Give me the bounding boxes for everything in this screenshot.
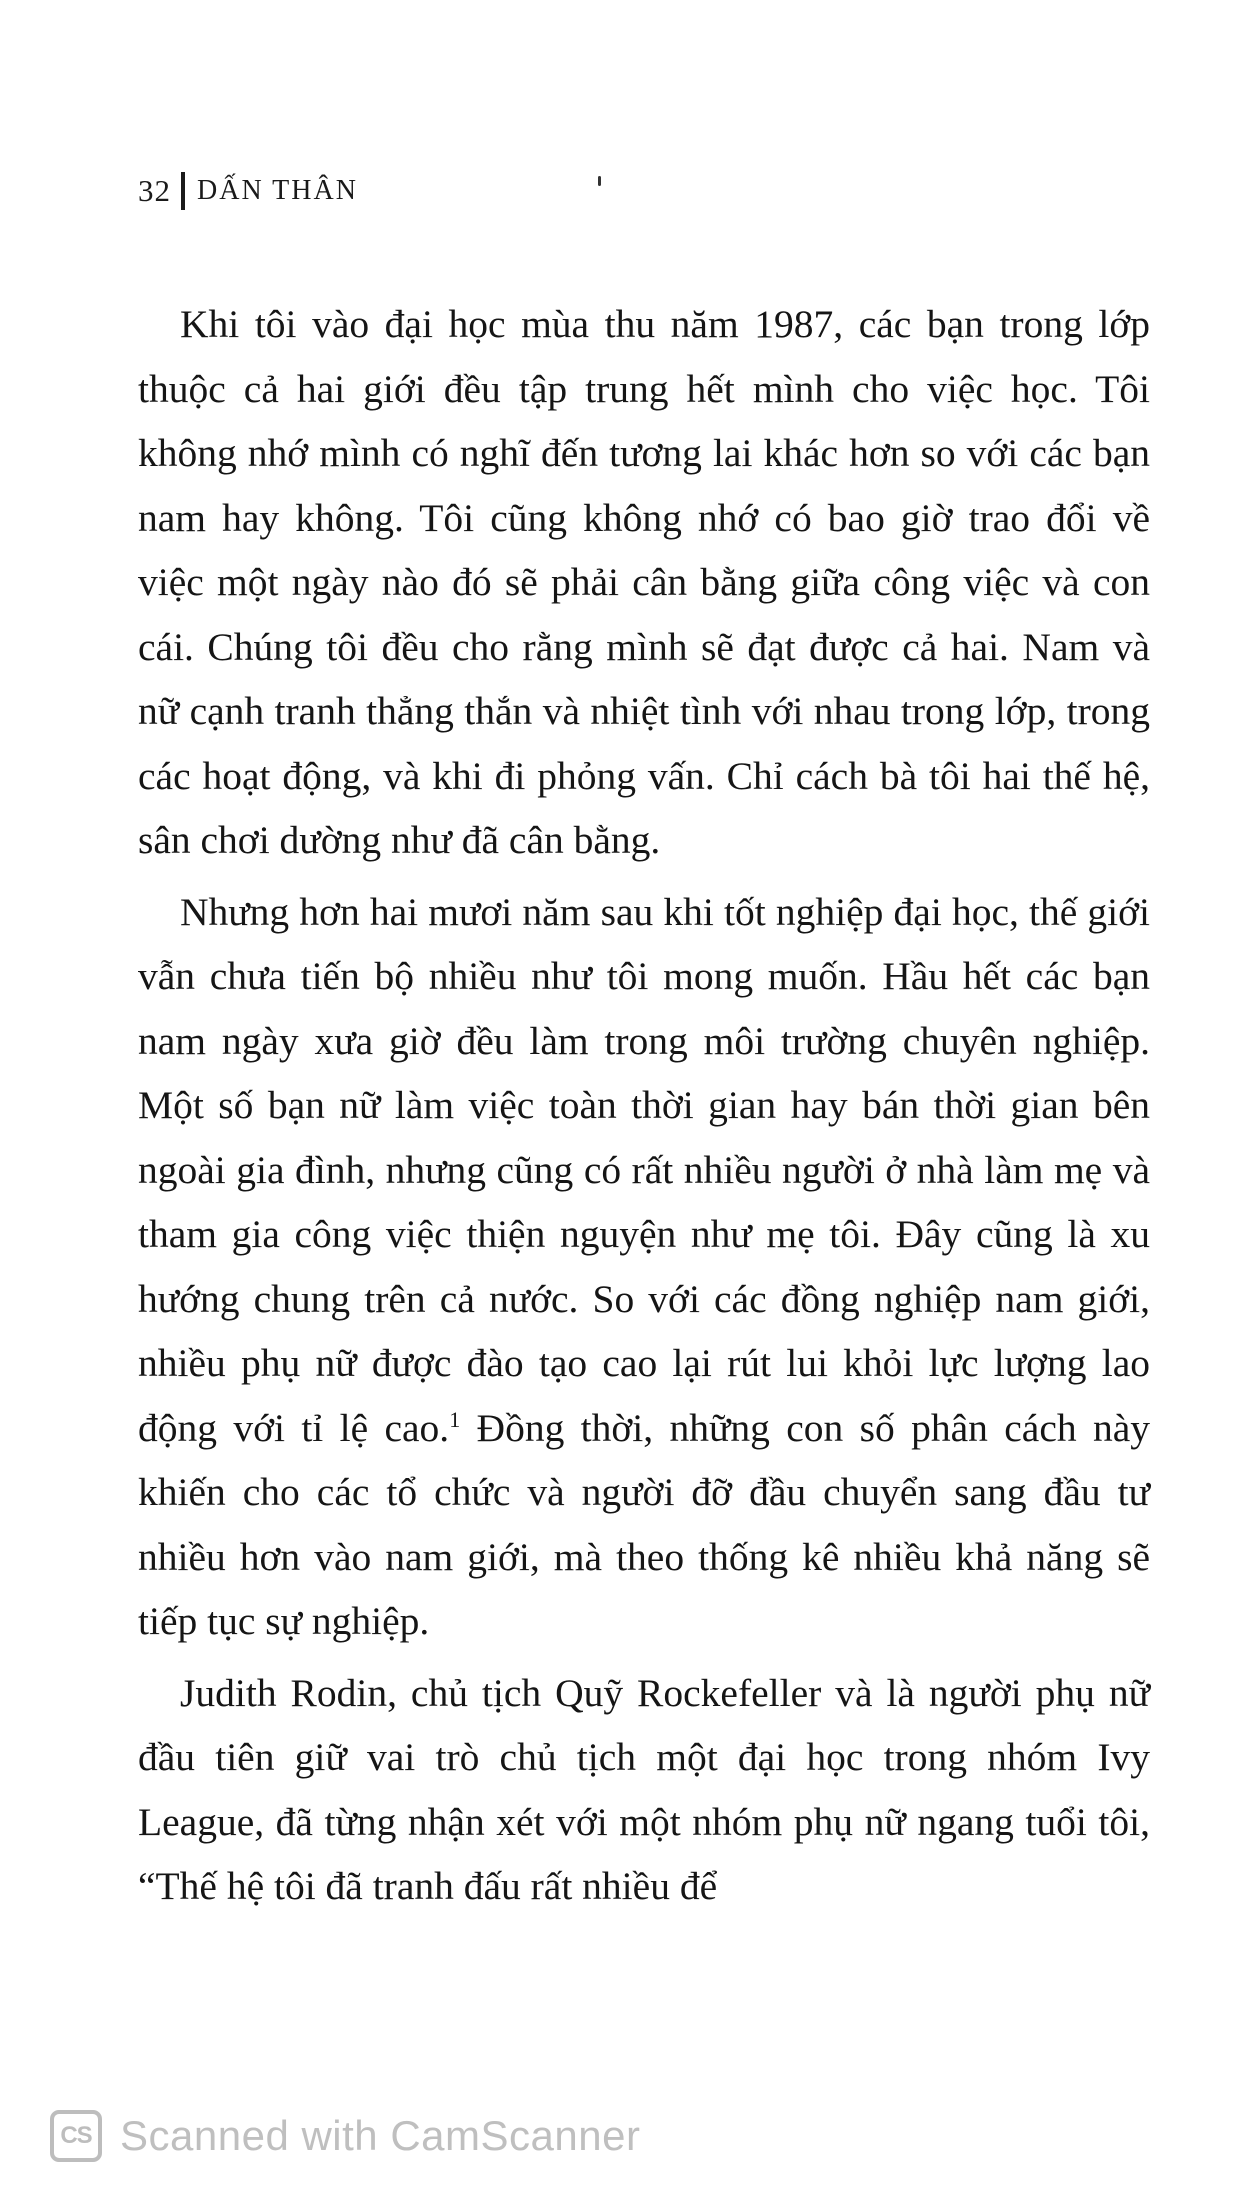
page-number: 32 [138, 173, 171, 208]
camscanner-logo-icon: CS [50, 2110, 102, 2162]
header-divider [181, 172, 185, 210]
running-header [138, 172, 358, 210]
watermark-text: Scanned with CamScanner [120, 2112, 641, 2159]
paragraph-2-text: Nhưng hơn hai mươi năm sau khi tốt nghiệp đại học, thế giới vẫn chưa tiến bộ nhiều như tôi mong muốn. Hầu hết các bạn nam ngày xưa giờ đều làm trong môi trường chuyên nghiệp. Một số bạn nữ làm việc toàn thời gian hay bán thời gian bên ngoài gia đình, nhưng cũng có rất nhiều người ở nhà làm mẹ và tham gia công việc thiện nguyện như mẹ tôi. Đây cũng là xu hướng chung trên cả nước. So với các đồng nghiệp nam giới, nhiều phụ nữ được đào tạo cao lại rút lui khỏi lực lượng lao động với tỉ lệ cao. [138, 889, 1150, 1450]
footnote-marker[interactable]: 1 [449, 1406, 461, 1432]
book-title: DẤN THÂN [197, 175, 358, 206]
camscanner-watermark [50, 2110, 640, 2162]
paragraph-1: Khi tôi vào đại học mùa thu năm 1987, các bạn trong lớp thuộc cả hai giới đều tập trung hết mình cho việc học. Tôi không nhớ mình có nghĩ đến tương lai khác hơn so với các bạn nam hay không. Tôi cũng không nhớ có bao giờ trao đổi về việc một ngày nào đó sẽ phải cân bằng giữa công việc và con cái. Chúng tôi đều cho rằng mình sẽ đạt được cả hai. Nam và nữ cạnh tranh thẳng thắn và nhiệt tình với nhau trong lớp, trong các hoạt động, và khi đi phỏng vấn. Chỉ cách bà tôi hai thế hệ, sân chơi dường như đã cân bằng. [138, 302, 1150, 862]
body-text [138, 292, 1150, 1926]
paragraph-2-text-cont: Đồng thời, những con số phân cách này khiến cho các tổ chức và người đỡ đầu chuyển sang đầu tư nhiều hơn vào nam giới, mà theo thống kê nhiều khả năng sẽ tiếp tục sự nghiệp. [138, 1405, 1150, 1643]
paragraph-2 [138, 880, 1150, 1654]
scan-speck [598, 176, 601, 186]
paragraph-3: Judith Rodin, chủ tịch Quỹ Rockefeller và là người phụ nữ đầu tiên giữ vai trò chủ tịch một đại học trong nhóm Ivy League, đã từng nhận xét với một nhóm phụ nữ ngang tuổi tôi, “Thế hệ tôi đã tranh đấu rất nhiều để [138, 1670, 1150, 1908]
